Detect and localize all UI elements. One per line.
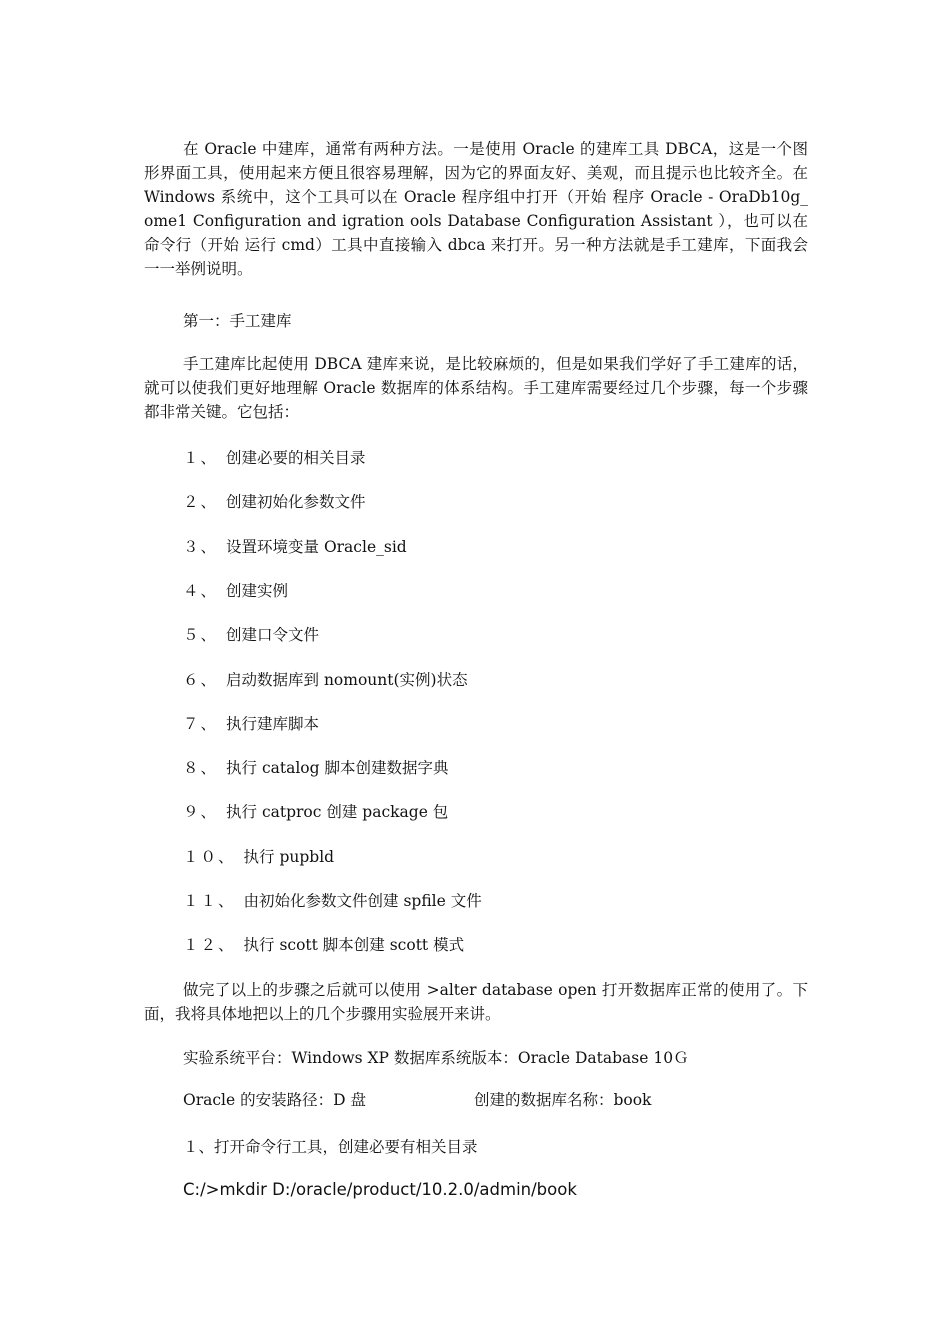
- step-number: ８、: [183, 759, 219, 778]
- step-text: 执行 scott 脚本创建 scott 模式: [243, 936, 465, 955]
- step-number: ６、: [183, 670, 219, 689]
- manual-build-paragraph: 手工建库比起使用 DBCA 建库来说，是比较麻烦的，但是如果我们学好了手工建库的话，就可以使我们更好地理解 Oracle 数据库的体系结构。手工建库需要经过几个步骤，每一个步骤都非常关键。它包括：: [144, 355, 808, 421]
- after-steps-paragraph: 做完了以上的步骤之后就可以使用 >alter database open 打开数据库正常的使用了。下面，我将具体地把以上的几个步骤用实验展开来讲。: [144, 981, 808, 1023]
- step-number: ２、: [183, 493, 219, 512]
- step-number: ５、: [183, 626, 219, 645]
- install-info-line: [183, 1088, 651, 1112]
- step-text: 执行 catalog 脚本创建数据字典: [226, 759, 449, 778]
- step-item: [183, 800, 448, 824]
- step-text: 创建初始化参数文件: [226, 493, 366, 512]
- step-text: 执行建库脚本: [226, 714, 320, 733]
- step-item: [183, 668, 468, 692]
- database-name: 创建的数据库名称：book: [473, 1091, 652, 1109]
- step-text: 创建必要的相关目录: [226, 449, 366, 467]
- step-text: 创建口令文件: [226, 626, 320, 645]
- step-item: [183, 845, 334, 869]
- step-number: １０、: [183, 847, 236, 866]
- step-number: ４、: [183, 581, 219, 600]
- step-text: 执行 pupbld: [243, 847, 335, 866]
- section-title: 第一：手工建库: [183, 312, 292, 330]
- step-text: 由初始化参数文件创建 spfile 文件: [243, 892, 482, 910]
- step-text: 执行 catproc 创建 package 包: [226, 803, 449, 822]
- step-number: １１、: [183, 892, 236, 910]
- step-number: １２、: [183, 936, 236, 955]
- mkdir-command: C:/>mkdir D:/oracle/product/10.2.0/admin/book: [183, 1180, 577, 1199]
- step-number: １、: [183, 449, 219, 467]
- step-text: 启动数据库到 nomount(实例)状态: [226, 670, 468, 689]
- step-item: [183, 579, 288, 603]
- step-text: 创建实例: [226, 581, 289, 600]
- intro-paragraph: 在 Oracle 中建库，通常有两种方法。一是使用 Oracle 的建库工具 DBCA，这是一个图形界面工具，使用起来方便且很容易理解，因为它的界面友好、美观，而且提示也比较齐全。在 Windows 系统中，这个工具可以在 Oracle 程序组中打开（开始 程序 Oracle - OraDb10g_ ome1 Configuration and igration ools Database Configuration Assistant ），也可以在命令行（开始 运行 cmd）工具中直接输入 dbca 来打开。另一种方法就是手工建库，下面我会一一举例说明。: [144, 140, 808, 278]
- step-item: [183, 756, 448, 780]
- step-text: 设置环境变量 Oracle_sid: [226, 537, 407, 556]
- step-item: [183, 889, 482, 913]
- step1-title: １、打开命令行工具，创建必要有相关目录: [183, 1138, 478, 1156]
- step-item: [183, 933, 464, 957]
- install-path: Oracle 的安装路径：D 盘: [183, 1091, 366, 1109]
- step-number: ９、: [183, 803, 219, 822]
- environment-line: 实验系统平台：Windows XP 数据库系统版本：Oracle Database 10Ｇ: [183, 1049, 689, 1067]
- step-item: [183, 535, 407, 559]
- step-number: ７、: [183, 714, 219, 733]
- step-item: [183, 490, 366, 514]
- step-item: [183, 623, 319, 647]
- step-number: ３、: [183, 537, 219, 556]
- step-item: [183, 446, 366, 470]
- step-item: [183, 712, 319, 736]
